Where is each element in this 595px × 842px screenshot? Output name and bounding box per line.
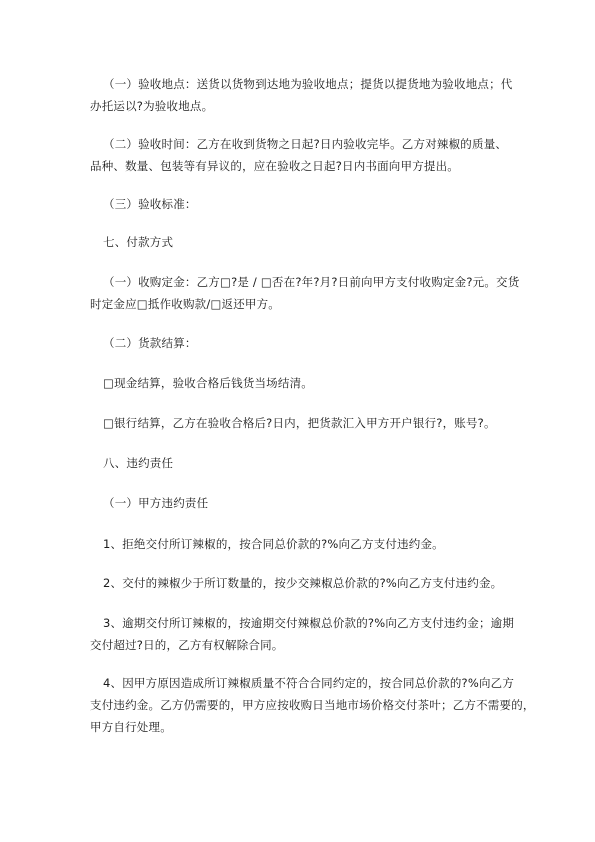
paragraph-clause-1 [90, 533, 530, 555]
paragraph-inspection-location [90, 73, 530, 117]
paragraph-line: 办托运以?为验收地点。 [90, 99, 214, 113]
paragraph-line: 4、因甲方原因造成所订辣椒质量不符合合同约定的，按合同总价款的?%向乙方 [103, 676, 515, 690]
paragraph-line: （二）验收时间：乙方在收到货物之日起?日内验收完毕。乙方对辣椒的质量、 [103, 137, 508, 151]
paragraph-inspection-standard [90, 193, 530, 215]
paragraph-line: □银行结算，乙方在验收合格后?日内，把货款汇入甲方开户银行?，账号?。 [103, 416, 496, 430]
paragraph-line: （一）验收地点：送货以货物到达地为验收地点；提货以提货地为验收地点；代 [103, 77, 513, 91]
subheading: （一）甲方违约责任 [103, 496, 209, 510]
paragraph-clause-3 [90, 612, 530, 656]
paragraph-line: 支付违约金。乙方仍需要的，甲方应按收购日当地市场价格交付茶叶；乙方不需要的， [90, 698, 535, 712]
paragraph-clause-4 [90, 672, 535, 738]
paragraph-line: 3、逾期交付所订辣椒的，按逾期交付辣椒总价款的?%向乙方支付违约金；逾期 [103, 616, 515, 630]
section-heading-liability [90, 452, 530, 474]
paragraph-line: （二）货款结算： [103, 336, 197, 350]
paragraph-line: 时定金应□抵作收购款/□返还甲方。 [90, 297, 281, 311]
section-heading-payment [90, 231, 530, 253]
paragraph-line: （三）验收标准： [103, 197, 197, 211]
subheading-party-a-liability [90, 492, 530, 514]
paragraph-settlement [90, 332, 530, 354]
paragraph-bank-settlement [90, 412, 530, 434]
paragraph-line: 品种、数量、包装等有异议的，应在验收之日起?日内书面向甲方提出。 [90, 159, 459, 173]
paragraph-line: 2、交付的辣椒少于所订数量的，按少交辣椒总价款的?%向乙方支付违约金。 [103, 576, 503, 590]
paragraph-clause-2 [90, 572, 530, 594]
section-heading: 七、付款方式 [103, 235, 174, 249]
paragraph-cash-settlement [90, 372, 530, 394]
paragraph-inspection-time [90, 133, 530, 177]
paragraph-line: 1、拒绝交付所订辣椒的，按合同总价款的?%向乙方支付违约金。 [103, 537, 444, 551]
paragraph-line: □现金结算，验收合格后钱货当场结清。 [103, 376, 313, 390]
paragraph-line: 交付超过?日的，乙方有权解除合同。 [90, 638, 284, 652]
section-heading: 八、违约责任 [103, 456, 174, 470]
paragraph-deposit [90, 271, 530, 315]
paragraph-line: （一）收购定金：乙方□?是 / □否在?年?月?日前向甲方支付收购定金?元。交货 [103, 275, 520, 289]
paragraph-line: 甲方自行处理。 [90, 720, 172, 734]
